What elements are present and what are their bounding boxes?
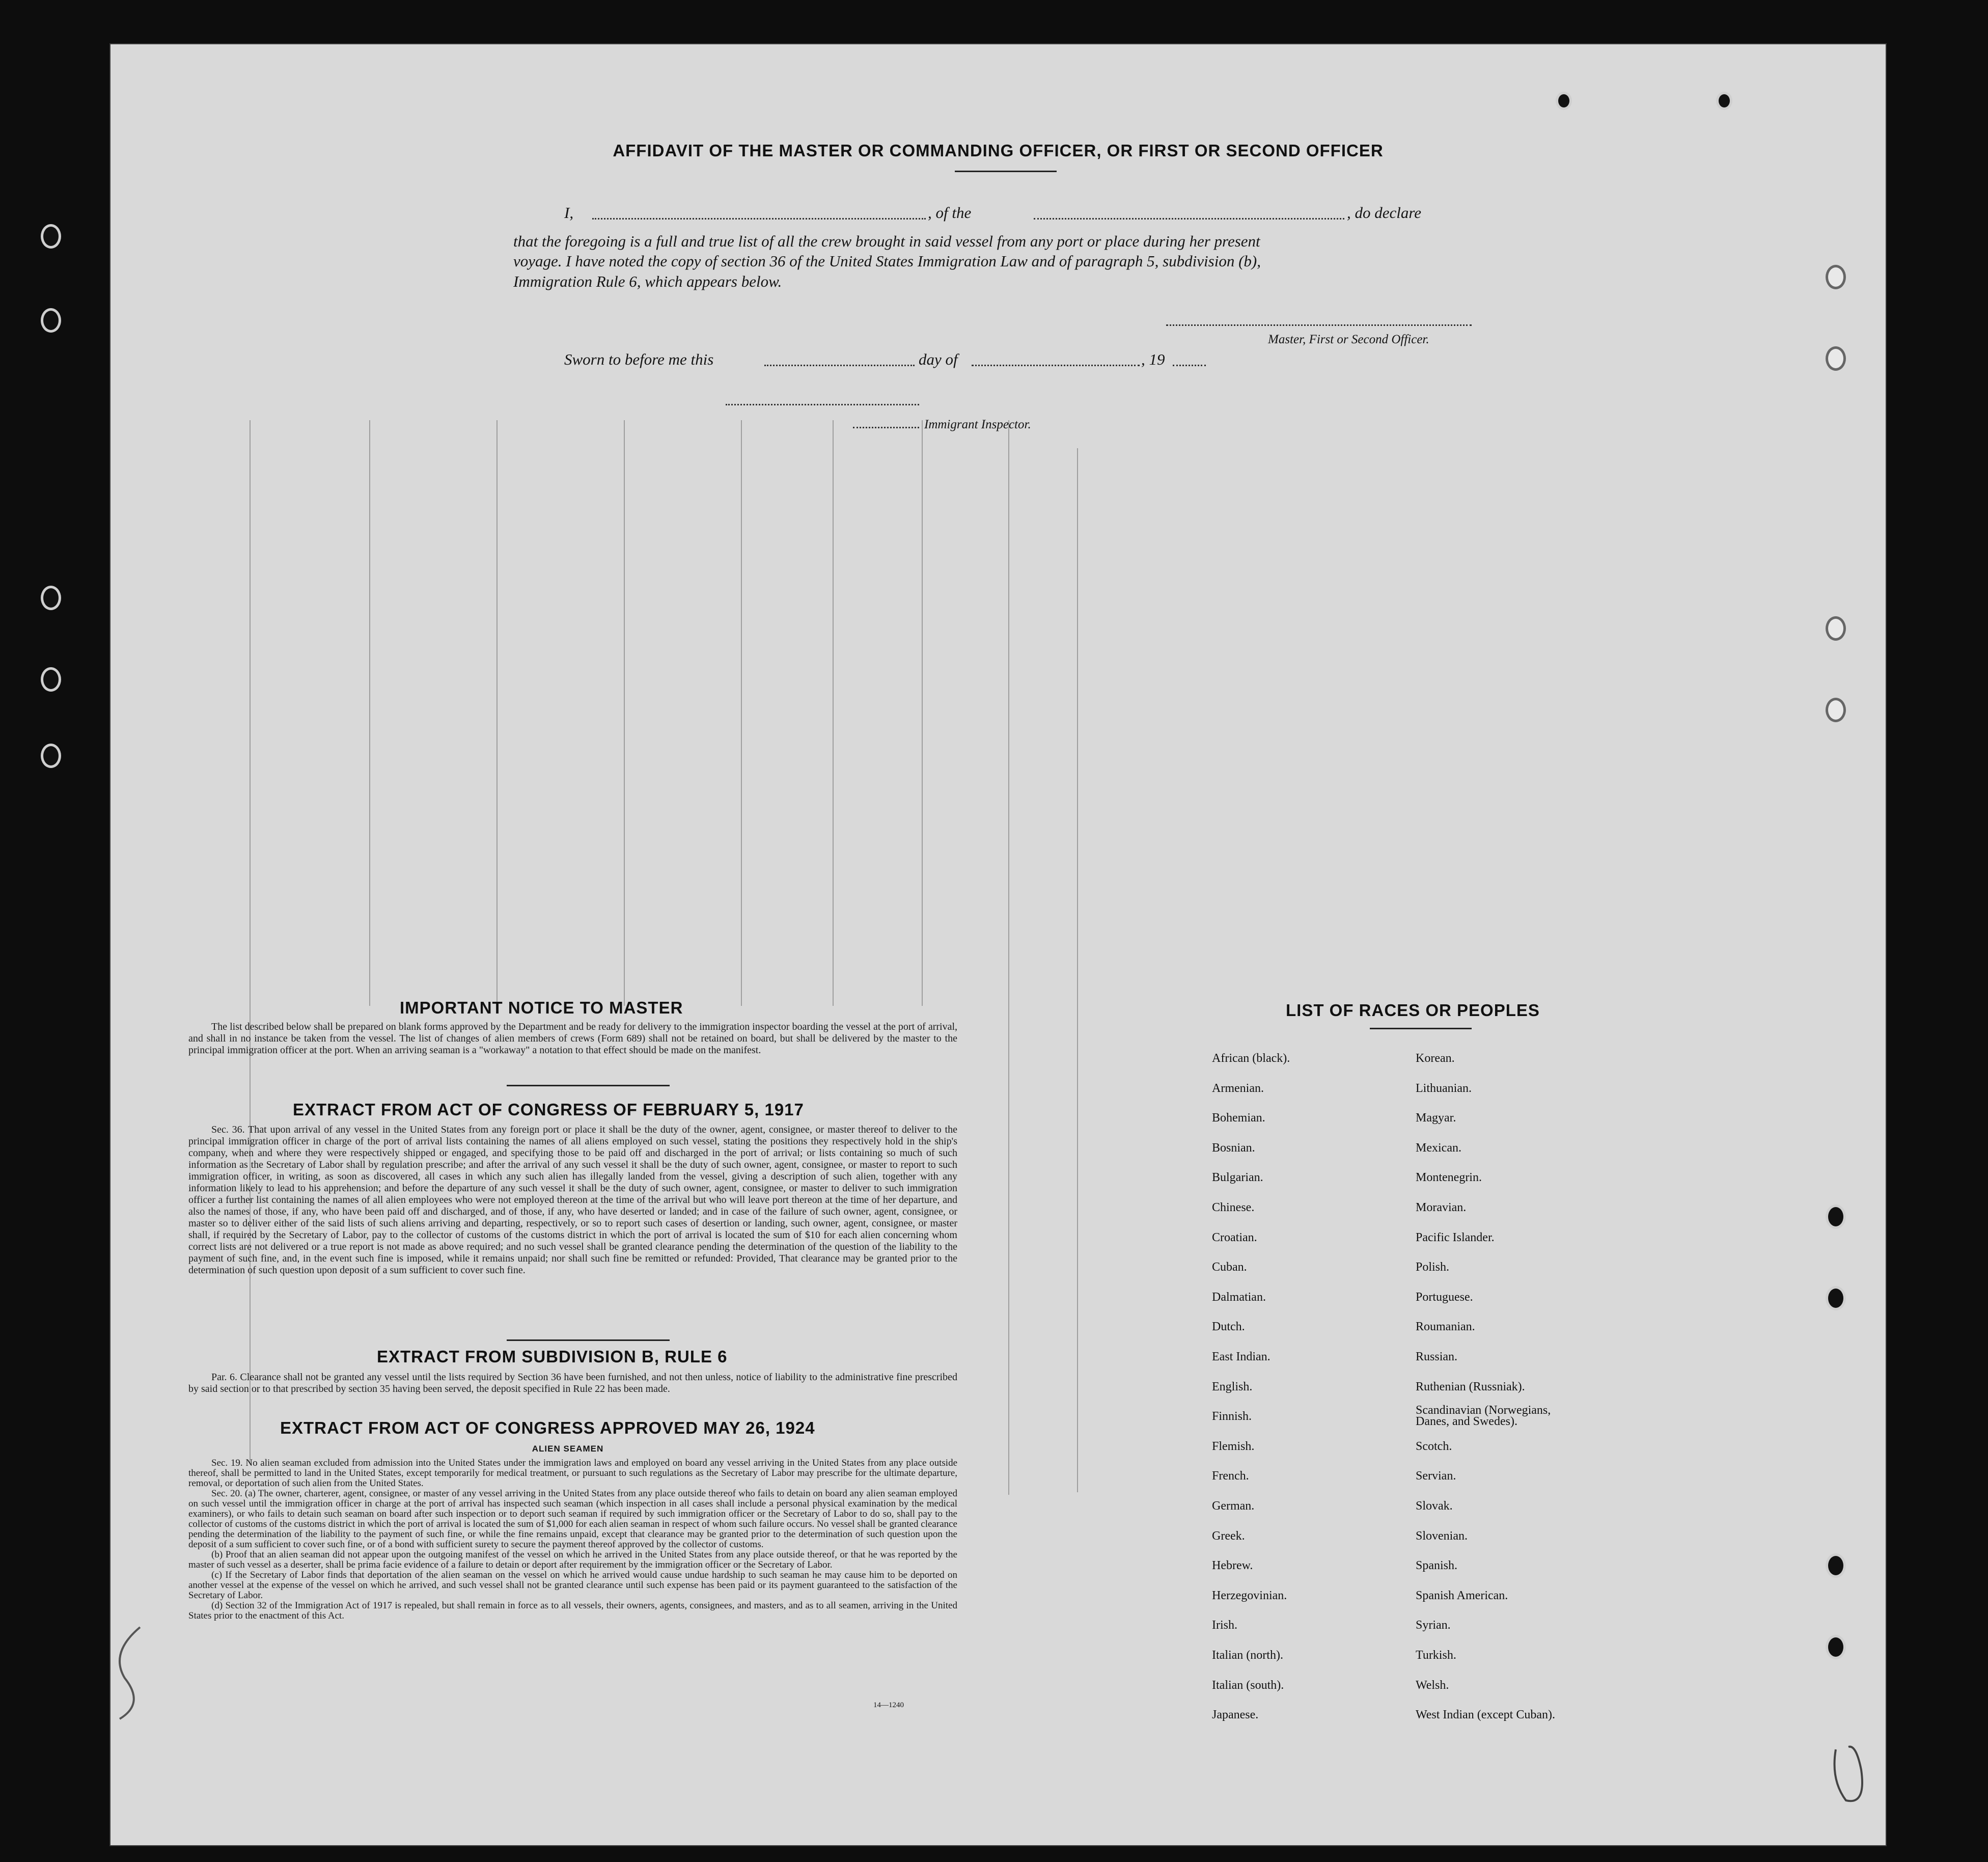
subdivision-b-title: EXTRACT FROM SUBDIVISION B, RULE 6	[377, 1347, 728, 1366]
race-item: German.	[1212, 1499, 1255, 1513]
affidavit-line-3: voyage. I have noted the copy of section 36 of the United States Immigration Law and of paragraph 5, subdivision (b),	[513, 252, 1261, 270]
race-item: Bulgarian.	[1212, 1171, 1263, 1185]
affidavit-i-label: I,	[564, 204, 574, 222]
race-item: Welsh.	[1416, 1678, 1449, 1692]
inspector-signature-field[interactable]	[853, 427, 919, 428]
race-item: Bosnian.	[1212, 1141, 1255, 1155]
extract-1917-title: EXTRACT FROM ACT OF CONGRESS OF FEBRUARY 5, 1917	[293, 1100, 804, 1119]
binder-hole	[1826, 616, 1846, 641]
binder-hole	[41, 744, 61, 768]
affidavit-of-the: , of the	[928, 204, 972, 222]
affidavit-do-declare: , do declare	[1347, 204, 1422, 222]
column-rule	[250, 420, 251, 1464]
race-item: Korean.	[1416, 1052, 1455, 1065]
column-rule	[1077, 448, 1078, 1492]
binder-hole	[41, 308, 61, 333]
race-item: Slovenian.	[1416, 1529, 1468, 1543]
inspector-label: Immigrant Inspector.	[924, 418, 1031, 431]
column-rule	[741, 420, 742, 1006]
divider	[1370, 1028, 1472, 1029]
race-item: Scandinavian (Norwegians, Danes, and Swedes).	[1416, 1404, 1551, 1429]
binder-hole	[1826, 1204, 1846, 1229]
column-rule	[496, 420, 498, 1006]
column-rule	[624, 420, 625, 1006]
race-item: Dutch.	[1212, 1320, 1245, 1334]
binder-hole	[41, 586, 61, 610]
race-item: Dalmatian.	[1212, 1290, 1266, 1304]
race-item: Irish.	[1212, 1619, 1237, 1632]
extract-1924-title: EXTRACT FROM ACT OF CONGRESS APPROVED MAY 26, 1924	[280, 1418, 815, 1437]
section-20b: (b) Proof that an alien seaman did not appear upon the outgoing manifest of the vessel on which he arrived in the United States from any place outside thereof, or that he was reported by the master of such vessel as a deserter, shall be prima facie evidence of a failure to detain or deport after requirement by the immigration officer or the Secretary of Labor.	[188, 1549, 957, 1570]
handwritten-mark	[1826, 1739, 1882, 1811]
race-item: Herzegovinian.	[1212, 1589, 1287, 1602]
notice-title: IMPORTANT NOTICE TO MASTER	[400, 998, 683, 1017]
sworn-month-field[interactable]	[972, 365, 1140, 366]
section-20d: (d) Section 32 of the Immigration Act of 1917 is repealed, but shall remain in force as to all vessels, their owners, agents, consignees, and masters, and as to all seamen, arriving in the United States prior to the enactment of this Act.	[188, 1600, 957, 1621]
race-item: Cuban.	[1212, 1261, 1247, 1274]
column-rule	[369, 420, 370, 1006]
sworn-label: Sworn to before me this	[564, 350, 714, 368]
race-item: Pacific Islander.	[1416, 1230, 1495, 1244]
name-field[interactable]	[592, 218, 926, 220]
affidavit-line-2: that the foregoing is a full and true list of all the crew brought in said vessel from any port or place during her present	[513, 232, 1260, 250]
race-item: East Indian.	[1212, 1350, 1271, 1363]
race-item: Greek.	[1212, 1529, 1245, 1543]
race-item: Servian.	[1416, 1469, 1456, 1483]
binder-hole	[1826, 1286, 1846, 1310]
race-item: Mexican.	[1416, 1141, 1461, 1155]
vessel-field[interactable]	[1034, 218, 1344, 220]
extract-1917-text: Sec. 36. That upon arrival of any vessel in the United States from any foreign port or place it shall be the duty of the owner, agent, consignee, or master thereof to deliver to the principal immigration officer in charge of the port of arrival lists containing the names of all aliens employed on such vessel, stating the positions they respectively hold in the ship's company, when and where they were respectively shipped or engaged, and specifying those to be paid off and discharged in the port of arrival; or lists containing so much of such information as the Secretary of Labor shall by regulation prescribe; and after the arrival of any such vessel it shall be the duty of such owner, agent, consignee, or master to report to such immigration officer, in writing, as soon as discovered, all cases in which any such alien has illegally landed from the vessel, giving a description of such alien, together with any information likely to lead to his apprehension; and before the departure of any such vessel it shall be the duty of such owner, agent, consignee, or master to deliver to such immigration officer a further list containing the names of all alien employees who were not employed thereon at the time of the arrival but who will leave port thereon at the time of her departure, and also the names of those, if any, who have been paid off and discharged, and of those, if any, who have deserted or landed; and in case of the failure of such owner, agent, consignee, or master so to deliver either of the said lists of such aliens arriving and departing, respectively, or so to report such cases of desertion or landing, such owner, agent, consignee, or master shall, if required by the Secretary of Labor, pay to the collector of customs of the customs district in which the port of arrival is located the sum of $10 for each alien concerning whom correct lists are not delivered or a true report is not made as above required; and no such vessel shall be granted clearance pending the determination of the question of the liability to the payment of such fine, and, in the event such fine is imposed, while it remains unpaid; nor shall such fine be remitted or refunded: Provided, That clearance may be granted prior to the determination of such question upon deposit of a sum sufficient to cover such fine.	[188, 1124, 957, 1276]
race-item: Italian (south).	[1212, 1678, 1284, 1692]
binder-hole	[1826, 1553, 1846, 1578]
document-page	[109, 43, 1887, 1846]
race-item: Turkish.	[1416, 1649, 1456, 1662]
divider	[955, 171, 1057, 172]
column-rule	[922, 420, 923, 1006]
signature-field[interactable]	[1166, 324, 1472, 326]
signature-label: Master, First or Second Officer.	[1268, 333, 1429, 346]
handwritten-mark	[99, 1622, 181, 1724]
race-item: Croatian.	[1212, 1230, 1257, 1244]
extract-1924-text	[188, 1458, 957, 1621]
section-20a: Sec. 20. (a) The owner, charterer, agent, consignee, or master of any vessel arriving in the United States from any place outside thereof who fails to detain on board any alien seaman employed on such vessel until the immigration officer in charge at the port of arrival has inspected such seaman (which inspection in all cases shall include a personal physical examination by the medical examiners), or who fails to detain such seaman on board after such inspection or to deport such seaman if required by such immigration officer or the Secretary of Labor to do so, shall pay to the collector of customs of the customs district in which the port of arrival is located the sum of $1,000 for each alien seaman in respect of whom such failure occurs. No vessel shall be granted clearance pending the determination of the liability to the payment of such fine, or while the fine remains unpaid, except that clearance may be granted prior to the determination of such question upon the deposit of a sum sufficient to cover such fine, or of a bond with sufficient surety to secure the payment thereof approved by the collector of customs.	[188, 1488, 957, 1550]
race-item: Polish.	[1416, 1261, 1450, 1274]
form-number: 14—1240	[873, 1701, 904, 1709]
binder-hole	[1826, 1635, 1846, 1659]
sworn-day-field[interactable]	[764, 365, 915, 366]
divider	[507, 1339, 670, 1341]
race-item: Spanish.	[1416, 1559, 1458, 1573]
race-item: Japanese.	[1212, 1708, 1259, 1722]
race-item: Roumanian.	[1416, 1320, 1475, 1334]
binder-hole	[1826, 346, 1846, 371]
race-item: Italian (north).	[1212, 1649, 1283, 1662]
notice-text: The list described below shall be prepared on blank forms approved by the Department and be ready for delivery to the immigration inspector boarding the vessel at the port of arrival, and shall in no instance be taken from the vessel. The list of changes of alien members of crews (Form 689) shall not be retained on board, but shall be delivered by the master to the principal immigration officer at the port. When an arriving seaman is a "workaway" a notation to that effect should be made on the manifest.	[188, 1021, 957, 1056]
binder-hole	[1556, 92, 1572, 110]
race-item: Spanish American.	[1416, 1589, 1508, 1602]
race-item: French.	[1212, 1469, 1249, 1483]
race-item: Finnish.	[1212, 1410, 1252, 1423]
binder-hole	[1826, 265, 1846, 289]
year-field[interactable]	[1173, 365, 1206, 366]
race-item: English.	[1212, 1380, 1253, 1393]
race-item: Ruthenian (Russniak).	[1416, 1380, 1525, 1393]
race-item: Syrian.	[1416, 1619, 1451, 1632]
race-item: Hebrew.	[1212, 1559, 1253, 1573]
affidavit-line-4: Immigration Rule 6, which appears below.	[513, 272, 782, 290]
inspector-signature-field[interactable]	[726, 404, 919, 405]
column-rule	[833, 420, 834, 1006]
race-item: Chinese.	[1212, 1201, 1255, 1214]
race-item: Bohemian.	[1212, 1111, 1265, 1125]
race-item: Russian.	[1416, 1350, 1458, 1363]
race-item: Scotch.	[1416, 1439, 1452, 1453]
race-item: Lithuanian.	[1416, 1081, 1472, 1095]
race-item: Montenegrin.	[1416, 1171, 1482, 1185]
race-item: Portuguese.	[1416, 1290, 1473, 1304]
section-20c: (c) If the Secretary of Labor finds that deportation of the alien seaman on the vessel on which he arrived would cause undue hardship to such seaman he may cause him to be deported on another vessel at the expense of the vessel on which he arrived, and such vessel shall not be granted clearance until such expense has been paid or its payment guaranteed to the satisfaction of the Secretary of Labor.	[188, 1570, 957, 1601]
day-of-label: day of	[919, 350, 958, 368]
binder-hole	[1826, 698, 1846, 722]
year-label: , 19	[1141, 350, 1165, 368]
subdivision-b-text: Par. 6. Clearance shall not be granted any vessel until the lists required by Section 36 have been furnished, and not then unless, notice of liability to the administrative fine prescribed by said section or to that prescribed by section 35 having been served, the deposit specified in Rule 22 has been made.	[188, 1372, 957, 1394]
divider	[507, 1085, 670, 1086]
race-item: West Indian (except Cuban).	[1416, 1708, 1555, 1722]
race-item: Slovak.	[1416, 1499, 1453, 1513]
section-19: Sec. 19. No alien seaman excluded from admission into the United States under the immigration laws and employed on board any vessel arriving in the United States from any place outside thereof, shall be permitted to land in the United States, except temporarily for medical treatment, or pursuant to such regulations as the Secretary of Labor may prescribe for the ultimate departure, removal, or deportation of such alien from the United States.	[188, 1458, 957, 1489]
race-item: Moravian.	[1416, 1201, 1467, 1214]
race-item: Armenian.	[1212, 1081, 1264, 1095]
binder-hole	[41, 667, 61, 692]
race-item: African (black).	[1212, 1052, 1290, 1065]
race-item: Magyar.	[1416, 1111, 1456, 1125]
affidavit-title: AFFIDAVIT OF THE MASTER OR COMMANDING OFFICER, OR FIRST OR SECOND OFFICER	[613, 141, 1384, 160]
races-title: LIST OF RACES OR PEOPLES	[1286, 1001, 1540, 1020]
binder-hole	[1716, 92, 1732, 110]
alien-seamen-subtitle: ALIEN SEAMEN	[532, 1444, 604, 1454]
race-item: Flemish.	[1212, 1439, 1255, 1453]
binder-hole	[41, 224, 61, 249]
column-rule	[1008, 420, 1009, 1495]
